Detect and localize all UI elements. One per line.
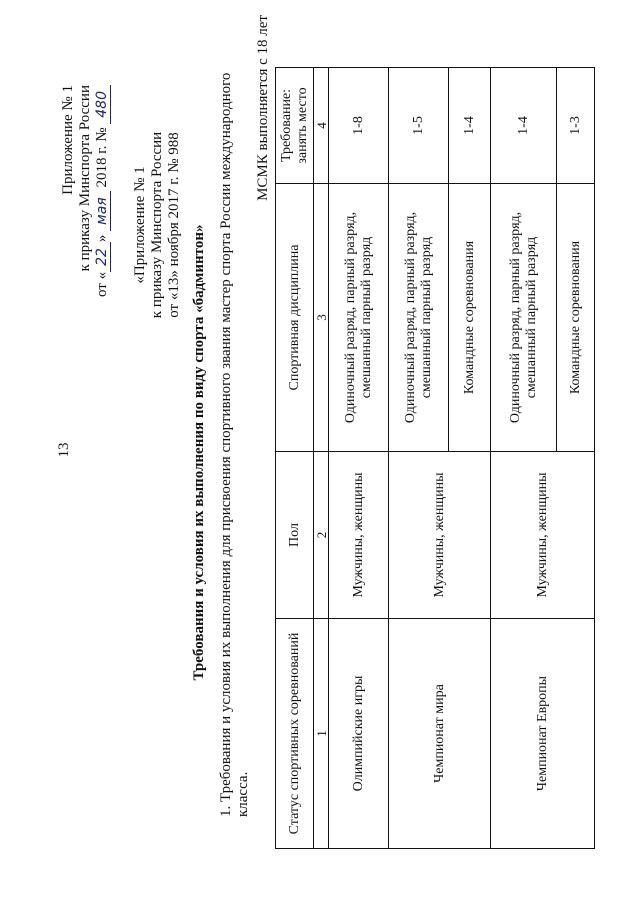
handwritten-order-number: 480 <box>94 85 111 124</box>
appendix-date-line <box>94 85 111 415</box>
page-number: 13 <box>56 442 72 458</box>
document-title: Требования и условия их выполнения по виду спорта «бадминтон» <box>191 224 207 681</box>
place-cell: 1-3 <box>557 68 595 184</box>
discipline-cell: Одиночный разряд, парный разряд, смешанный парный разряд <box>389 184 449 452</box>
requirements-table <box>275 67 595 849</box>
column-number-row <box>314 68 329 849</box>
handwritten-month: мая <box>94 191 111 231</box>
column-number: 4 <box>314 68 329 184</box>
sex-cell: Мужчины, женщины <box>491 452 595 619</box>
status-cell: Чемпионат Европы <box>491 619 595 849</box>
place-cell: 1-8 <box>329 68 389 184</box>
sex-cell: Мужчины, женщины <box>389 452 491 619</box>
header-place: Требование: занять место <box>276 68 314 184</box>
header-discipline: Спортивная дисциплина <box>276 184 314 452</box>
table-row <box>329 68 389 849</box>
place-cell: 1-4 <box>491 68 557 184</box>
previous-line-1: «Приложение № 1 <box>132 166 148 284</box>
sex-cell: Мужчины, женщины <box>329 452 389 619</box>
date-prefix: от « <box>94 271 110 298</box>
table-row <box>389 68 449 849</box>
appendix-line-1: Приложение № 1 <box>60 85 76 195</box>
place-cell: 1-5 <box>389 68 449 184</box>
column-number: 1 <box>314 619 329 849</box>
column-number: 2 <box>314 452 329 619</box>
previous-line-2: к приказу Минспорта России <box>149 131 165 319</box>
discipline-cell: Командные соревнования <box>557 184 595 452</box>
table-row <box>491 68 557 849</box>
appendix-line-2: к приказу Минспорта России <box>77 85 93 272</box>
discipline-cell: Одиночный разряд, парный разряд, смешанный парный разряд <box>491 184 557 452</box>
table-header-row <box>276 68 314 849</box>
age-requirement-note: МСМК выполняется с 18 лет <box>255 15 271 201</box>
intro-paragraph: 1. Требования и условия их выполнения для присвоения спортивного звания мастер спорта России международного класса. <box>218 72 251 817</box>
status-cell: Чемпионат мира <box>389 619 491 849</box>
date-year-number-label: 2018 г. № <box>94 127 110 188</box>
header-sex: Пол <box>276 452 314 619</box>
discipline-cell: Командные соревнования <box>449 184 491 452</box>
header-status: Статус спортивных соревнований <box>276 619 314 849</box>
previous-order-reference <box>132 105 183 345</box>
appendix-header <box>60 85 111 415</box>
previous-line-3: от «13» ноября 2017 г. № 988 <box>166 132 182 318</box>
status-cell: Олимпийские игры <box>329 619 389 849</box>
date-separator: » <box>94 234 110 243</box>
place-cell: 1-4 <box>449 68 491 184</box>
handwritten-day: 22 <box>94 242 111 272</box>
discipline-cell: Одиночный разряд, парный разряд, смешанный парный разряд <box>329 184 389 452</box>
column-number: 3 <box>314 184 329 452</box>
